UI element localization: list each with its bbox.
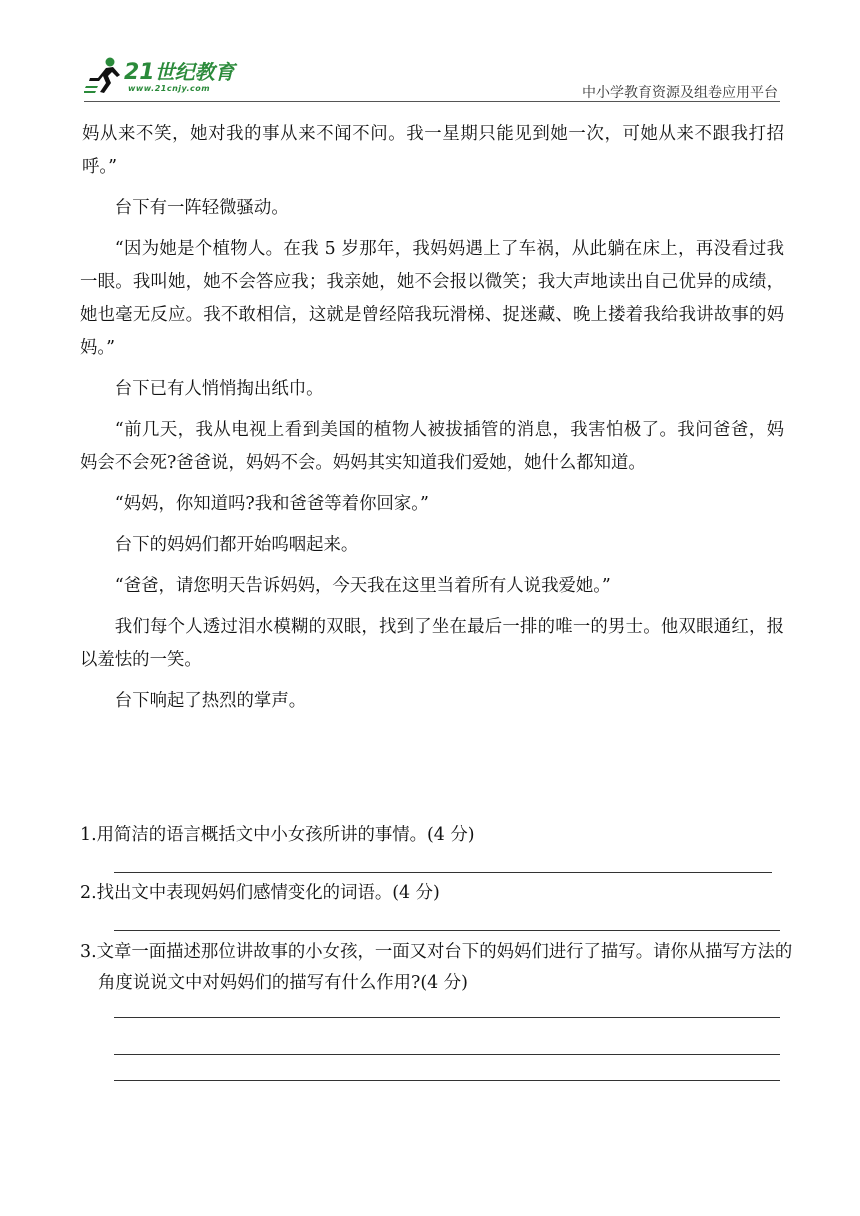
passage-paragraph: “因为她是个植物人。在我 5 岁那年，我妈妈遇上了车祸，从此躺在床上，再没看过我一眼。我叫她，她不会答应我；我亲她，她不会报以微笑；我大声地读出自己优异的成绩，她也毫无反应。我不敢相信，这就是曾经陪我玩滑梯、捉迷藏、晚上搂着我给我讲故事的妈妈。”: [80, 239, 784, 358]
answer-line[interactable]: [114, 1054, 780, 1055]
passage-paragraph: 台下有一阵轻微骚动。: [114, 198, 289, 218]
passage-paragraph: 我们每个人透过泪水模糊的双眼，找到了坐在最后一排的唯一的男士。他双眼通红，报以羞怯的一笑。: [80, 617, 784, 670]
answer-line[interactable]: [114, 1080, 780, 1081]
answer-line[interactable]: [114, 930, 780, 931]
passage-paragraph: “前几天，我从电视上看到美国的植物人被拔插管的消息，我害怕极了。我问爸爸，妈妈会不会死?爸爸说，妈妈不会。妈妈其实知道我们爱她，她什么都知道。: [80, 420, 784, 473]
question-3: 3.文章一面描述那位讲故事的小女孩，一面又对台下的妈妈们进行了描写。请你从描写方法的角度说说文中对妈妈们的描写有什么作用?(4 分): [80, 942, 793, 993]
passage-paragraph: “爸爸，请您明天告诉妈妈，今天我在这里当着所有人说我爱她。”: [114, 576, 611, 596]
logo: [84, 56, 264, 100]
passage-paragraph: 台下已有人悄悄掏出纸巾。: [114, 379, 324, 399]
header-divider: [84, 101, 780, 102]
logo-wordmark: [124, 56, 235, 85]
answer-line[interactable]: [114, 872, 772, 873]
page-header: [0, 0, 860, 110]
passage-paragraph: “妈妈，你知道吗?我和爸爸等着你回家。”: [114, 494, 429, 514]
question-2: 2.找出文中表现妈妈们感情变化的词语。(4 分): [80, 883, 440, 903]
platform-label: 中小学教育资源及组卷应用平台: [582, 85, 778, 101]
logo-number: 21: [124, 60, 155, 85]
logo-name: 世纪教育: [154, 60, 235, 84]
passage-paragraph: 台下的妈妈们都开始呜咽起来。: [114, 535, 359, 555]
runner-logo-icon: [84, 56, 124, 96]
passage-paragraph: 台下响起了热烈的掌声。: [114, 691, 307, 711]
question-1: 1.用简洁的语言概括文中小女孩所讲的事情。(4 分): [80, 825, 475, 845]
logo-url: www.21cnjy.com: [128, 84, 211, 93]
answer-line[interactable]: [114, 1017, 780, 1018]
passage: [80, 118, 784, 726]
passage-paragraph: 妈从来不笑，她对我的事从来不闻不问。我一星期只能见到她一次，可她从来不跟我打招呼。”: [82, 124, 784, 177]
